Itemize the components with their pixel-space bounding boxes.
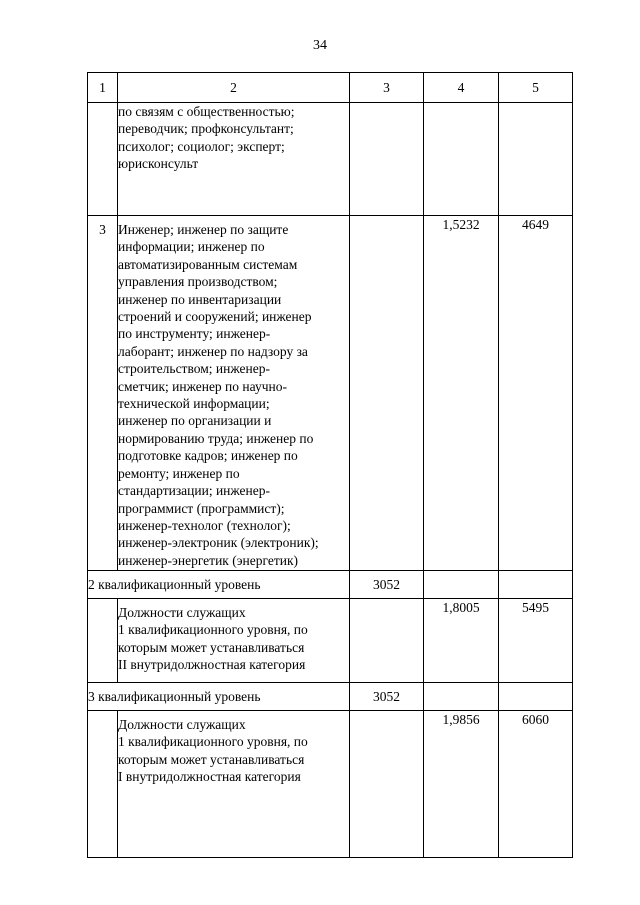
- coefficient-cell: 1,9856: [424, 711, 499, 858]
- level-label: 2 квалификационный уровень: [88, 571, 350, 599]
- position-line: которым может устанавливаться: [118, 639, 305, 655]
- table-header-row: [88, 73, 573, 103]
- coefficient-cell: 1,8005: [424, 599, 499, 683]
- position-list: [118, 599, 350, 683]
- header-col-3: 3: [350, 73, 424, 103]
- position-line: инженер-технолог (технолог);: [118, 517, 291, 533]
- position-line: Должности служащих: [118, 605, 246, 620]
- level-row: [88, 571, 573, 599]
- position-line: инженер-энергетик (энергетик): [118, 552, 299, 568]
- salary-cell: 4649: [499, 216, 573, 571]
- position-line: 1 квалификационного уровня, по: [118, 622, 308, 638]
- row-number: [88, 103, 118, 216]
- empty-cell: [424, 571, 499, 599]
- level-base-salary: 3052: [350, 571, 424, 599]
- position-line: сметчик; инженер по научно-: [118, 378, 287, 394]
- base-salary-cell: [350, 711, 424, 858]
- position-line: психолог; социолог; эксперт;: [118, 138, 285, 154]
- base-salary-cell: [350, 216, 424, 571]
- position-line: Инженер; инженер по защите: [118, 222, 289, 237]
- coefficient-cell: 1,5232: [424, 216, 499, 571]
- position-list: [118, 711, 350, 858]
- position-line: II внутридолжностная категория: [118, 657, 306, 673]
- position-line: I внутридолжностная категория: [118, 769, 301, 785]
- row-number: [88, 599, 118, 683]
- position-line: строений и сооружений; инженер: [118, 309, 312, 325]
- row-number: [88, 711, 118, 858]
- coefficient-cell: [424, 103, 499, 216]
- position-line: переводчик; профконсультант;: [118, 121, 294, 137]
- salary-table: [87, 72, 573, 858]
- position-line: ремонту; инженер по: [118, 465, 240, 481]
- position-line: информации; инженер по: [118, 239, 265, 255]
- table-row: [88, 103, 573, 216]
- page-number: 34: [313, 38, 327, 53]
- position-line: 1 квалификационного уровня, по: [118, 734, 308, 750]
- header-col-5: 5: [499, 73, 573, 103]
- salary-cell: 5495: [499, 599, 573, 683]
- empty-cell: [424, 683, 499, 711]
- position-line: управления производством;: [118, 274, 278, 290]
- position-line: инженер по организации и: [118, 413, 272, 429]
- position-line: строительством; инженер-: [118, 361, 270, 377]
- row-number: 3: [88, 216, 118, 571]
- base-salary-cell: [350, 599, 424, 683]
- empty-cell: [499, 571, 573, 599]
- position-line: инженер-электроник (электроник);: [118, 535, 319, 551]
- position-line: нормированию труда; инженер по: [118, 430, 314, 446]
- level-base-salary: 3052: [350, 683, 424, 711]
- position-list: [118, 216, 350, 571]
- header-col-4: 4: [424, 73, 499, 103]
- position-line: инженер по инвентаризации: [118, 291, 282, 307]
- level-label: 3 квалификационный уровень: [88, 683, 350, 711]
- base-salary-cell: [350, 103, 424, 216]
- position-line: стандартизации; инженер-: [118, 483, 271, 499]
- level-row: [88, 683, 573, 711]
- table-row: [88, 599, 573, 683]
- empty-cell: [499, 683, 573, 711]
- header-col-1: 1: [88, 73, 118, 103]
- position-line: технической информации;: [118, 396, 270, 412]
- position-line: по связям с общественностью;: [118, 104, 295, 119]
- position-list: [118, 103, 350, 216]
- position-line: по инструменту; инженер-: [118, 326, 271, 342]
- table-row: [88, 711, 573, 858]
- position-line: лаборант; инженер по надзору за: [118, 343, 308, 359]
- position-line: которым может устанавливаться: [118, 751, 305, 767]
- header-col-2: 2: [118, 73, 350, 103]
- position-line: юрисконсульт: [118, 156, 199, 172]
- position-line: программист (программист);: [118, 500, 285, 516]
- position-line: Должности служащих: [118, 717, 246, 732]
- salary-cell: [499, 103, 573, 216]
- position-line: подготовке кадров; инженер по: [118, 448, 298, 464]
- salary-cell: 6060: [499, 711, 573, 858]
- position-line: автоматизированным системам: [118, 256, 298, 272]
- table-row: [88, 216, 573, 571]
